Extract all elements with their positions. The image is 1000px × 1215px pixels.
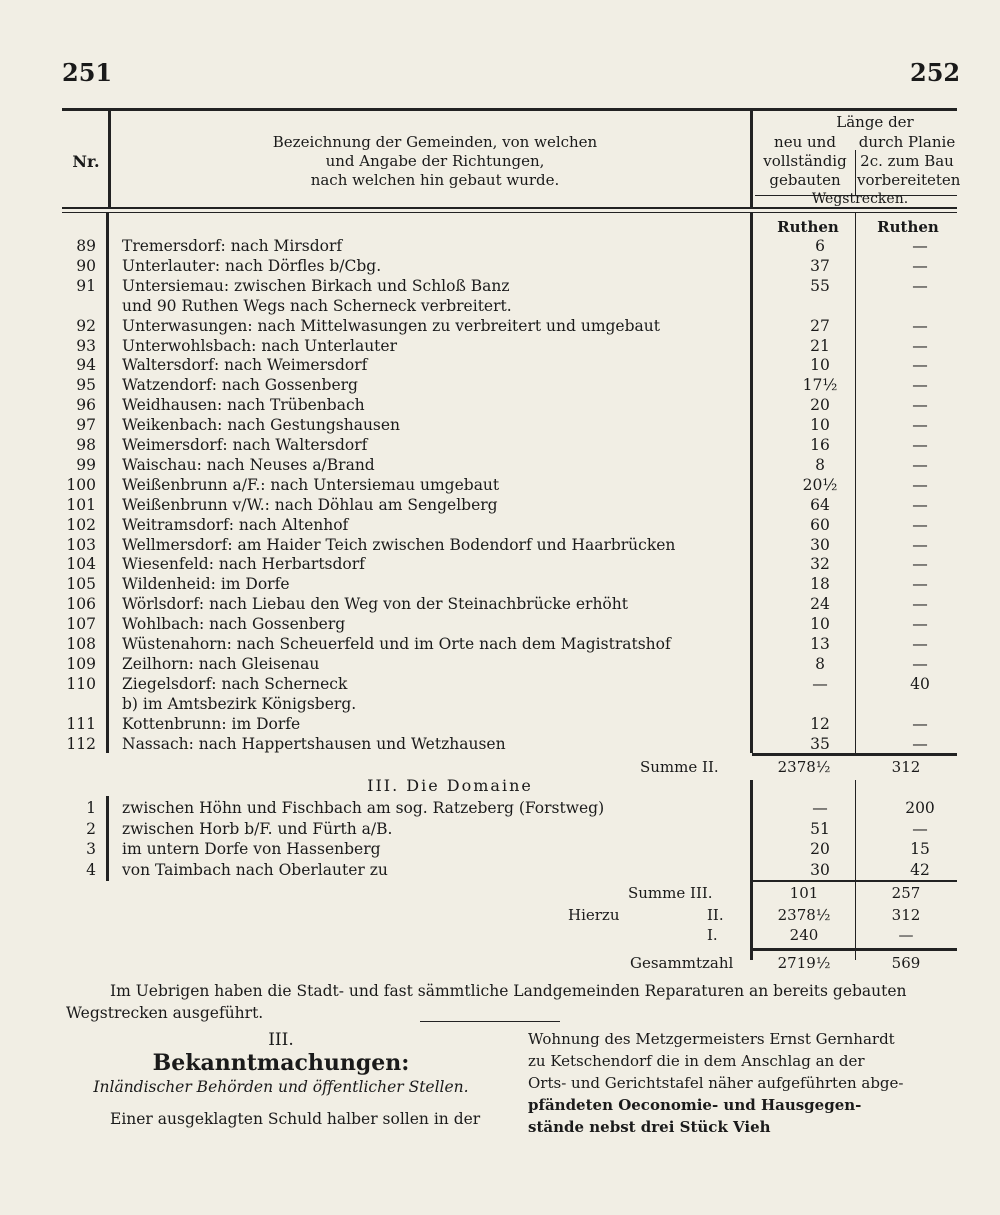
- page-number-right: 252: [910, 58, 961, 87]
- row-value-built: —: [812, 799, 828, 817]
- header-wegstrecken: Wegstrecken.: [811, 191, 909, 207]
- row-text: Wohlbach: nach Gossenberg: [122, 615, 346, 634]
- row-text: Wildenheid: im Dorfe: [122, 575, 290, 594]
- row-value-built: 51: [810, 819, 830, 838]
- row-value-built: 30: [810, 535, 830, 554]
- row-value-built: 17½: [802, 376, 838, 395]
- summe3-rule: [752, 880, 957, 882]
- row-text: Zeilhorn: nach Gleisenau: [122, 654, 320, 673]
- section-separator: [420, 1021, 560, 1022]
- row-number: 4: [86, 860, 96, 879]
- right-line-4: pfändeten Oeconomie- und Hausgegen-: [528, 1096, 862, 1114]
- row-value-built: 24: [810, 595, 830, 614]
- row-value-built: 35: [810, 734, 830, 753]
- row-value-prepared: —: [912, 734, 928, 753]
- row-value-prepared: —: [912, 615, 928, 634]
- row-value-built: 37: [810, 256, 830, 275]
- row-value-prepared: 15: [910, 840, 930, 858]
- row-number: 94: [76, 356, 96, 375]
- row-text: Waltersdorf: nach Weimersdorf: [122, 356, 368, 375]
- gesamt-rule: [752, 948, 957, 951]
- row-number: 110: [66, 674, 96, 693]
- header-unit1: Ruthen: [777, 218, 839, 236]
- row-number: 93: [76, 336, 96, 355]
- ii-v1: 2378½: [777, 906, 831, 924]
- row-text: Weitramsdorf: nach Altenhof: [122, 515, 349, 534]
- row-number: 89: [76, 237, 96, 255]
- row-value-prepared: —: [912, 714, 928, 733]
- row-number: 91: [76, 276, 96, 295]
- row-value-built: 60: [810, 515, 830, 534]
- row-number: 105: [66, 575, 96, 594]
- right-line-1: Wohnung des Metzgermeisters Ernst Gernhardt: [528, 1030, 895, 1048]
- header-nr: Nr.: [72, 152, 100, 171]
- row-number: 3: [86, 840, 96, 858]
- row-value-prepared: —: [912, 595, 928, 614]
- row-text: Tremersdorf: nach Mirsdorf: [122, 237, 343, 255]
- row-text: Unterwohlsbach: nach Unterlauter: [122, 336, 397, 355]
- row-number: 2: [86, 819, 96, 838]
- row-text: von Taimbach nach Oberlauter zu: [122, 860, 388, 879]
- summe3-v2: 257: [891, 884, 921, 902]
- page-number-left: 251: [62, 58, 113, 87]
- table-row: [60, 732, 960, 756]
- row-text: Ziegelsdorf: nach Scherneck: [122, 674, 348, 693]
- row-value-prepared: —: [912, 376, 928, 395]
- row-text: und 90 Ruthen Wegs nach Scherneck verbreitert.: [122, 296, 512, 315]
- row-value-prepared: —: [912, 316, 928, 335]
- row-value-prepared: —: [912, 535, 928, 554]
- row-value-prepared: 200: [905, 799, 935, 817]
- summe2-v1: 2378½: [777, 758, 831, 776]
- row-text: zwischen Horb b/F. und Fürth a/B.: [122, 819, 393, 838]
- header-unit2: Ruthen: [877, 218, 939, 236]
- domaine-title: III. Die Domaine: [367, 776, 533, 795]
- row-text: Weißenbrunn v/W.: nach Döhlau am Sengelberg: [122, 495, 498, 514]
- row-value-built: —: [812, 674, 828, 693]
- row-number: 101: [66, 495, 96, 514]
- row-value-built: 20: [810, 396, 830, 415]
- row-text: Wiesenfeld: nach Herbartsdorf: [122, 555, 365, 574]
- header-col1: neu und vollständig gebauten: [763, 133, 847, 189]
- row-text: Unterlauter: nach Dörfles b/Cbg.: [122, 256, 382, 275]
- row-text: Waischau: nach Neuses a/Brand: [122, 455, 375, 474]
- i-v2: —: [898, 926, 914, 944]
- row-number: 99: [76, 455, 96, 474]
- row-value-prepared: —: [912, 237, 928, 255]
- row-text: Weimersdorf: nach Waltersdorf: [122, 436, 368, 454]
- right-line-3: Orts- und Gerichtstafel näher aufgeführten abge-: [528, 1074, 904, 1092]
- row-value-built: 13: [810, 635, 830, 653]
- header-vline-len: [750, 111, 753, 207]
- row-value-built: 12: [810, 714, 830, 733]
- header-col2: durch Planie 2c. zum Bau vorbereiteten: [857, 133, 961, 189]
- row-value-built: 8: [815, 654, 825, 673]
- row-text: Unterwasungen: nach Mittelwasungen zu verbreitert und umgebaut: [122, 316, 660, 335]
- section3-text: Einer ausgeklagten Schuld halber sollen in der: [110, 1110, 481, 1128]
- row-text: Kottenbrunn: im Dorfe: [122, 714, 301, 733]
- right-line-2: zu Ketschendorf die in dem Anschlag an der: [528, 1052, 865, 1070]
- row-value-prepared: 40: [910, 674, 930, 693]
- row-value-built: 32: [810, 555, 830, 574]
- row-text: Weißenbrunn a/F.: nach Untersiemau umgebaut: [122, 475, 500, 494]
- row-text: Weidhausen: nach Trübenbach: [122, 396, 365, 415]
- row-value-built: 20½: [802, 475, 838, 494]
- header-length-title: Länge der: [836, 113, 914, 131]
- right-line-5: stände nebst drei Stück Vieh: [528, 1118, 771, 1136]
- row-value-prepared: —: [912, 336, 928, 355]
- row-value-prepared: —: [912, 356, 928, 375]
- row-text: im untern Dorfe von Hassenberg: [122, 840, 381, 858]
- ii-label: II.: [707, 906, 724, 924]
- row-text: Wörlsdorf: nach Liebau den Weg von der Steinachbrücke erhöht: [122, 595, 628, 614]
- header-vline-mid: [855, 150, 856, 195]
- row-number: 100: [66, 475, 96, 494]
- summe2-v2: 312: [891, 758, 921, 776]
- row-number: 104: [66, 555, 96, 574]
- row-value-built: 18: [810, 575, 830, 594]
- row-number: 1: [86, 799, 96, 817]
- i-label: I.: [707, 926, 718, 944]
- row-text: Weikenbach: nach Gestungshausen: [122, 416, 401, 435]
- table-row: [60, 858, 960, 882]
- section3-roman: III.: [268, 1030, 294, 1050]
- row-value-prepared: —: [912, 276, 928, 295]
- row-number: 109: [66, 654, 96, 673]
- row-text: zwischen Höhn und Fischbach am sog. Ratzeberg (Forstweg): [122, 799, 605, 817]
- closing-note: Im Uebrigen haben die Stadt- und fast sämmtliche Landgemeinden Reparaturen an bereits gebauten Wegstrecken ausgeführt.: [66, 982, 907, 1022]
- gesamt-v2: 569: [891, 954, 921, 972]
- row-value-prepared: —: [912, 256, 928, 275]
- section3-heading: Bekanntmachungen:: [152, 1050, 410, 1076]
- row-value-built: 10: [810, 416, 830, 435]
- row-number: 103: [66, 535, 96, 554]
- row-value-prepared: —: [912, 635, 928, 653]
- row-number: 95: [76, 376, 96, 395]
- summe2-rule: [752, 753, 957, 756]
- row-value-prepared: 42: [910, 860, 930, 879]
- row-value-prepared: —: [912, 436, 928, 454]
- row-value-prepared: —: [912, 819, 928, 838]
- summe2-label: Summe II.: [640, 758, 719, 776]
- row-value-built: 10: [810, 615, 830, 634]
- row-number: 106: [66, 595, 96, 614]
- row-value-built: 27: [810, 316, 830, 335]
- row-value-prepared: —: [912, 396, 928, 415]
- header-description: Bezeichnung der Gemeinden, von welchen und Angabe der Richtungen, nach welchen hin gebaut wurde.: [272, 133, 598, 189]
- row-text: Nassach: nach Happertshausen und Wetzhausen: [122, 734, 506, 753]
- row-number: 111: [66, 714, 96, 733]
- row-value-built: 30: [810, 860, 830, 879]
- row-value-prepared: —: [912, 416, 928, 435]
- row-value-prepared: —: [912, 515, 928, 534]
- row-value-prepared: —: [912, 495, 928, 514]
- summe3-label: Summe III.: [628, 884, 713, 902]
- row-value-built: 6: [815, 237, 825, 255]
- gesamt-v1: 2719½: [777, 954, 831, 972]
- row-number: 96: [76, 396, 96, 415]
- row-number: 97: [76, 416, 96, 435]
- row-value-built: 55: [810, 276, 830, 295]
- right-column-text: [528, 1028, 960, 1138]
- row-value-built: 21: [810, 336, 830, 355]
- header-rule-2: [62, 212, 957, 213]
- row-number: 112: [66, 734, 96, 753]
- ii-v2: 312: [891, 906, 921, 924]
- row-number: 90: [76, 256, 96, 275]
- row-number: 102: [66, 515, 96, 534]
- row-value-built: 64: [810, 495, 830, 514]
- row-value-built: 20: [810, 840, 830, 858]
- row-text: b) im Amtsbezirk Königsberg.: [122, 694, 357, 713]
- row-value-prepared: —: [912, 654, 928, 673]
- row-number: 107: [66, 615, 96, 634]
- row-value-built: 10: [810, 356, 830, 375]
- row-number: 108: [66, 635, 96, 653]
- row-value-prepared: —: [912, 555, 928, 574]
- row-value-built: 8: [815, 455, 825, 474]
- row-number: 98: [76, 436, 96, 454]
- i-v1: 240: [789, 926, 819, 944]
- row-value-prepared: —: [912, 475, 928, 494]
- row-value-built: 16: [810, 436, 830, 454]
- row-text: Watzendorf: nach Gossenberg: [122, 376, 358, 395]
- section3-subheading: Inländischer Behörden und öffentlicher Stellen.: [93, 1078, 469, 1096]
- row-value-prepared: —: [912, 455, 928, 474]
- row-text: Untersiemau: zwischen Birkach und Schloß Banz: [122, 276, 510, 295]
- header-vline-nr: [108, 111, 111, 207]
- top-rule: [62, 108, 957, 111]
- row-number: 92: [76, 316, 96, 335]
- row-value-prepared: —: [912, 575, 928, 594]
- row-text: Wellmersdorf: am Haider Teich zwischen Bodendorf und Haarbrücken: [122, 535, 676, 554]
- gesamt-label: Gesammtzahl: [630, 954, 734, 972]
- row-text: Wüstenahorn: nach Scheuerfeld und im Orte nach dem Magistratshof: [122, 635, 671, 653]
- summe3-v1: 101: [789, 884, 819, 902]
- hierzu-label: Hierzu: [568, 906, 620, 924]
